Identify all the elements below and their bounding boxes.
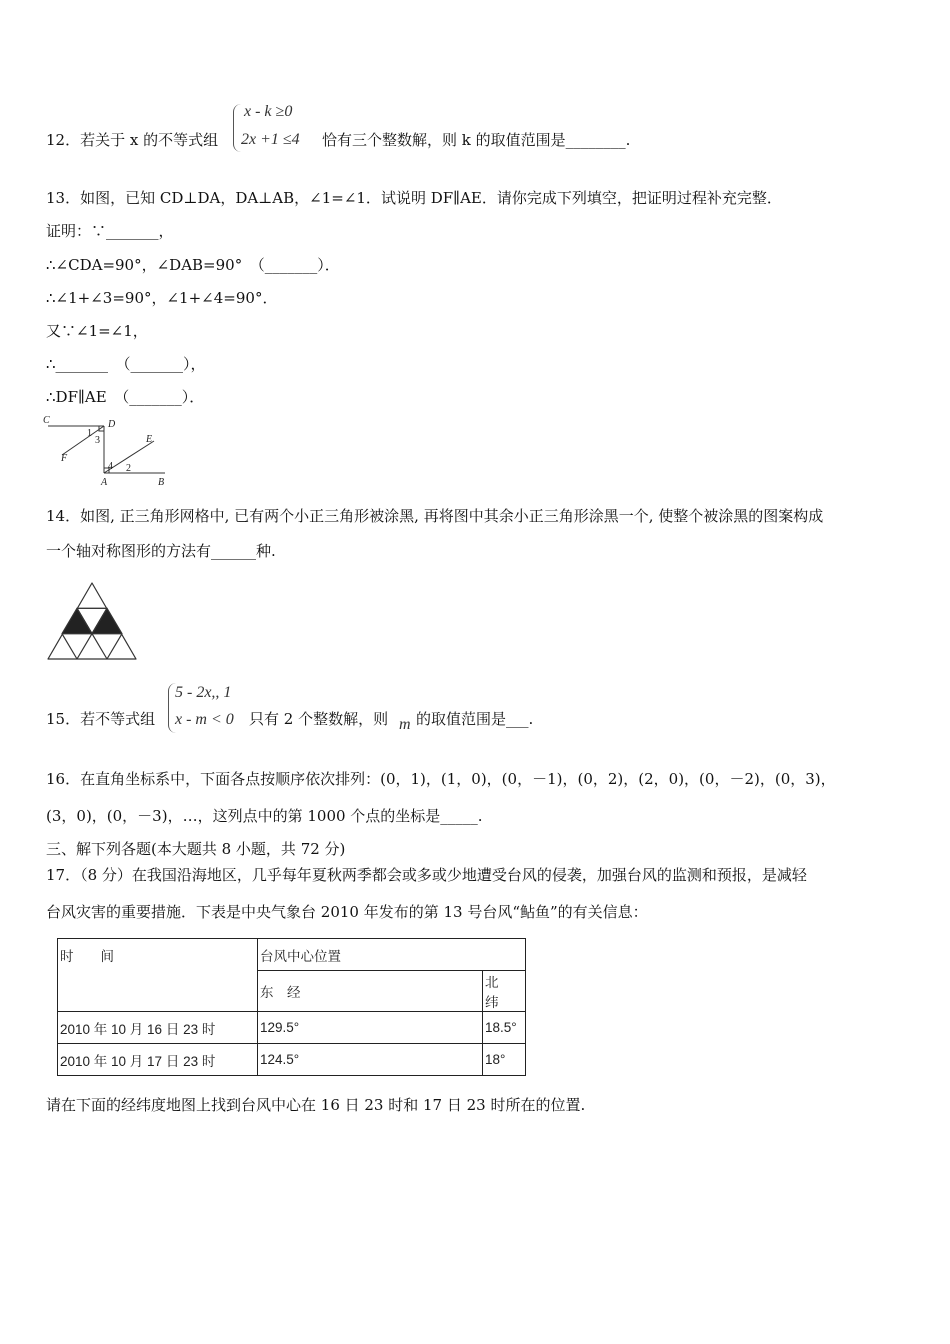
- header-north: 北 纬: [483, 971, 526, 1012]
- q17-footer: 请在下面的经纬度地图上找到台风中心在 16 日 23 时和 17 日 23 时所在的位置.: [46, 1096, 586, 1114]
- table-row: [58, 939, 526, 971]
- label-1: 1: [87, 428, 92, 439]
- q15-prefix: 15．若不等式组: [46, 710, 156, 728]
- q13-proof-line: 证明：∵_______，: [46, 222, 174, 240]
- q15-inequality-2: x - m < 0: [175, 711, 234, 728]
- table-row: [58, 1044, 526, 1076]
- header-east: 东 经: [258, 971, 483, 1012]
- label-4: 4: [108, 461, 113, 472]
- table-row: [58, 1012, 526, 1044]
- header-center: 台风中心位置: [258, 939, 526, 971]
- label-c: C: [43, 415, 50, 426]
- q12-prefix: 12．若关于 x 的不等式组: [46, 131, 219, 149]
- label-f: F: [61, 453, 68, 464]
- cell-east: 124.5°: [258, 1044, 483, 1076]
- q14-triangle-grid: [46, 580, 138, 662]
- q15-variable-m: m: [399, 716, 411, 733]
- label-3: 3: [95, 435, 100, 446]
- q13-proof-line: ∴_______ （_______），: [46, 355, 206, 373]
- q13-proof-line: ∴DF∥AE （_______）．: [46, 388, 205, 406]
- q17-line-2: 台风灾害的重要措施．下表是中央气象台 2010 年发布的第 13 号台风“鲇鱼”的有关信息：: [46, 903, 648, 921]
- label-e: E: [146, 434, 153, 445]
- label-2: 2: [126, 463, 131, 474]
- q16-line-1: 16．在直角坐标系中，下面各点按顺序依次排列：(0，1)，(1，0)，(0，－1)，(0，2)，(2，0)，(0，－2)，(0，3)，: [46, 770, 836, 788]
- q13-proof-line: ∴∠CDA=90°，∠DAB=90° （_______）．: [46, 256, 340, 274]
- q13-geometry-figure: [40, 413, 170, 488]
- q13-title: 13．如图，已知 CD⊥DA，DA⊥AB，∠1=∠1．试说明 DF∥AE．请你完成下列填空，把证明过程补充完整．: [46, 189, 782, 207]
- cell-north: 18°: [483, 1044, 526, 1076]
- cell-north: 18.5°: [483, 1012, 526, 1044]
- header-time: 时 间: [58, 939, 258, 1012]
- q12-inequality-1: x - k ≥0: [244, 103, 293, 120]
- q12-inequality-2: 2x +1 ≤4: [241, 131, 300, 148]
- q17-line-1: 17．（8 分）在我国沿海地区，几乎每年夏秋两季都会或多或少地遭受台风的侵袭，加强台风的监测和预报，是减轻: [46, 866, 807, 884]
- q16-line-2: (3，0)，(0，－3)，…，这列点中的第 1000 个点的坐标是_____.: [46, 807, 483, 825]
- section-3-heading: 三、解下列各题(本大题共 8 小题，共 72 分): [46, 840, 346, 858]
- label-d: D: [108, 419, 116, 430]
- cell-time: 2010 年 10 月 17 日 23 时: [58, 1044, 258, 1076]
- q15-inequality-1: 5 - 2x,, 1: [175, 684, 232, 701]
- typhoon-info-table: [57, 938, 526, 1076]
- q14-line-1: 14．如图, 正三角形网格中, 已有两个小正三角形被涂黑, 再将图中其余小正三角形涂黑一个, 使整个被涂黑的图案构成: [46, 507, 824, 525]
- q12-suffix: 恰有三个整数解，则 k 的取值范围是________.: [322, 131, 631, 149]
- q13-proof-line: ∴∠1+∠3=90°，∠1+∠4=90°．: [46, 289, 278, 307]
- q14-line-2: 一个轴对称图形的方法有______种.: [46, 542, 276, 560]
- cell-east: 129.5°: [258, 1012, 483, 1044]
- label-b: B: [158, 477, 165, 488]
- q15-suffix: 的取值范围是___.: [416, 710, 534, 728]
- cell-time: 2010 年 10 月 16 日 23 时: [58, 1012, 258, 1044]
- q13-proof-line: 又∵∠1=∠1，: [46, 322, 148, 340]
- label-a: A: [101, 477, 108, 488]
- q15-middle: 只有 2 个整数解，则: [249, 710, 389, 728]
